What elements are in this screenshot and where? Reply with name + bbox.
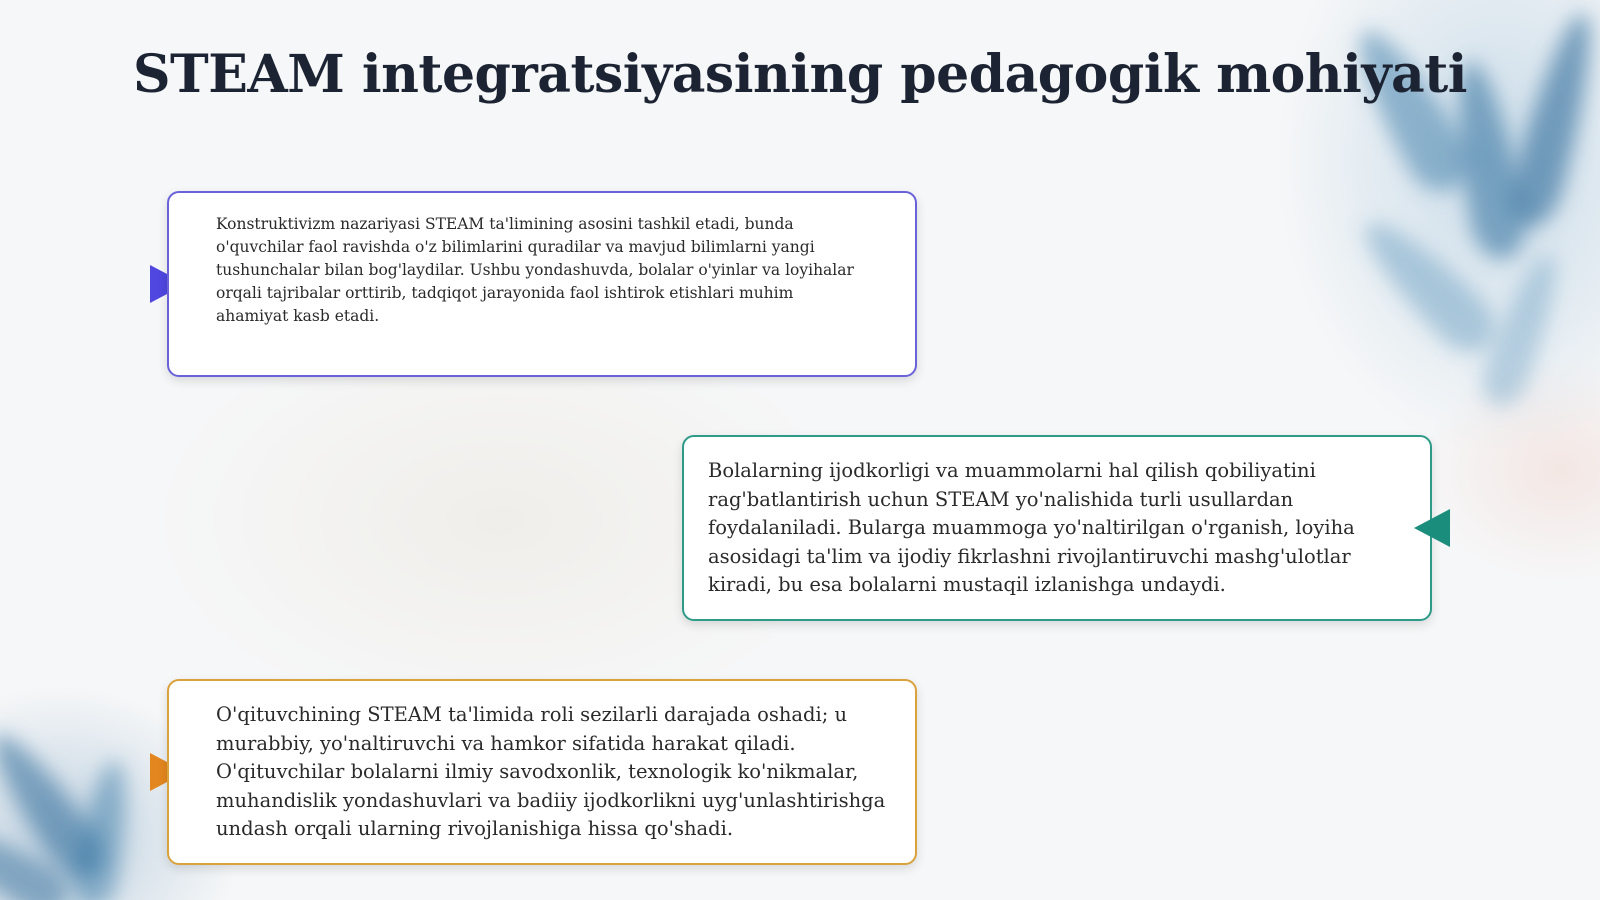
info-card-teacher-role xyxy=(167,679,917,865)
slide-title: STEAM integratsiyasining pedagogik mohiyati xyxy=(132,44,1468,105)
leaf-decoration xyxy=(1502,7,1600,232)
info-card-constructivism xyxy=(167,191,917,377)
card-text: Konstruktivizm nazariyasi STEAM ta'limining asosini tashkil etadi, bunda o'quvchilar faol ravishda o'z bilimlarini quradilar va mavjud bilimlarni yangi tushunchalar bilan bog'laydilar. Ushbu yondashuvda, bolalar o'yinlar va loyihalar orqali tajribalar orttirib, tadqiqot jarayonida faol ishtirok etishlari muhim ahamiyat kasb etadi. xyxy=(216,215,854,325)
triangle-left-icon xyxy=(1414,509,1450,547)
card-text: Bolalarning ijodkorligi va muammolarni hal qilish qobiliyatini rag'batlantirish uchun STEAM yo'nalishida turli usullardan foydalaniladi. Bularga muammoga yo'naltirilgan o'rganish, loyiha asosidagi ta'lim va ijodiy fikrlashni rivojlantiruvchi mashg'ulotlar kiradi, bu esa bolalarni mustaqil izlanishga undaydi. xyxy=(708,459,1355,596)
info-card-methods xyxy=(682,435,1432,621)
card-text: O'qituvchining STEAM ta'limida roli sezilarli darajada oshadi; u murabbiy, yo'naltiruvchi va hamkor sifatida harakat qiladi. O'qituvchilar bolalarni ilmiy savodxonlik, texnologik ko'nikmalar, muhandislik yondashuvlari va badiiy ijodkorlikni uyg'unlashtirishga undash orqali ularning rivojlanishiga hissa qo'shadi. xyxy=(216,703,886,840)
